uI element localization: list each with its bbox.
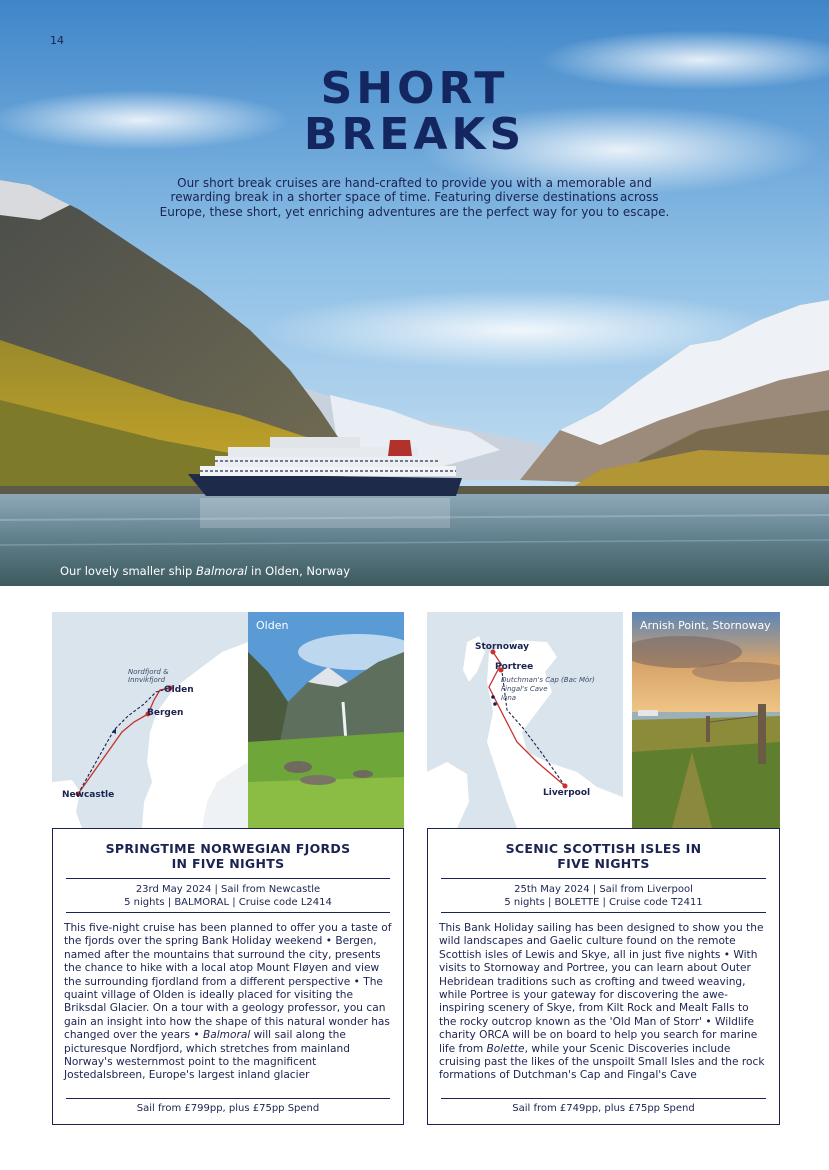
divider [66, 878, 390, 879]
intro-paragraph: Our short break cruises are hand-crafted to provide you with a memorable and rewarding break in a shorter space of time. Featuring diverse destinations across Europe, these short, yet enriching adventures are the perfect way for you to escape. [159, 176, 670, 219]
divider [66, 1098, 390, 1099]
card-title-line2: FIVE NIGHTS [557, 856, 650, 871]
price-info: Sail from £799pp, plus £75pp Spend [136, 1103, 320, 1114]
map-label-innvikfjord: Innvikfjord [128, 676, 166, 684]
card-description [439, 922, 768, 1083]
map-label-portree: Portree [495, 662, 534, 672]
divider [441, 1098, 766, 1099]
caption-ship-name: Balmoral [196, 564, 248, 578]
scotland-route-map [427, 612, 623, 828]
description-text-end: , while your Scenic Discoveries include cruising past the likes of the unspoilt Small Isles and the rock formations of Dutchman's Cap and Fingal's Cave [439, 1042, 765, 1082]
card-title-line1: SPRINGTIME NORWEGIAN FJORDS [105, 841, 351, 856]
card-title-line2: IN FIVE NIGHTS [171, 856, 285, 871]
caption-text: Our lovely smaller ship [60, 564, 197, 578]
description-text: This five-night cruise has been planned to offer you a taste of the fjords over the spring Bank Holiday weekend • Bergen, named after the mountains that surround the city, presents the chance to hike with a local atop Mount Fløyen and view the surrounding fjordland from a different perspective • The quaint village of Olden is ideally placed for visiting the Briksdal Glacier. On a tour with a geology professor, you can gain an insight into how the shape of this natural wonder has changed over the years • [64, 922, 392, 1042]
map-label-olden: Olden [164, 685, 194, 695]
sailing-date-port: 25th May 2024 | Sail from Liverpool [514, 884, 693, 895]
map-label-dutchmans-cap: Dutchman's Cap (Bac Mòr) [501, 676, 595, 684]
divider [66, 912, 390, 913]
divider [441, 912, 766, 913]
nights-ship-code: 5 nights | BALMORAL | Cruise code L2414 [124, 897, 332, 908]
map-label-iona: Iona [501, 694, 517, 702]
olden-photo-graphic [248, 612, 404, 828]
card-title-line1: SCENIC SCOTTISH ISLES IN [505, 841, 702, 856]
caption-location: in Olden, Norway [247, 564, 351, 578]
map-label-newcastle: Newcastle [62, 790, 115, 800]
sailing-date-port: 23rd May 2024 | Sail from Newcastle [135, 884, 321, 895]
stornoway-photo-graphic [632, 612, 780, 828]
photo-label-stornoway: Arnish Point, Stornoway [640, 619, 771, 632]
scotland-cruise-card [427, 828, 780, 1125]
card-description [64, 922, 392, 1083]
page-title-line1: SHORT [320, 63, 509, 114]
page-number: 14 [50, 34, 64, 47]
description-text: This Bank Holiday sailing has been designed to show you the wild landscapes and Gaelic culture found on the remote Scottish isles of Lewis and Skye, all in just five nights • With visits to Stornoway and Portree, you can learn about Outer Hebridean traditions such as crofting and tweed weaving, while Portree is your gateway for discovering the awe-inspiring scenery of Skye, from Kilt Rock and Mealt Falls to the rocky outcrop known as the 'Old Man of Storr' • Wildlife charity ORCA will be on board to help you search for marine life from [439, 922, 764, 1055]
description-ship-name: Bolette [486, 1042, 525, 1055]
map-label-bergen: Bergen [147, 708, 184, 718]
divider [441, 878, 766, 879]
norway-route-map [52, 612, 248, 828]
description-text-end: will sail along the picturesque Nordfjord, which stretches from mainland Norway's westernmost point to the magnificent Jostedalsbreen, Europe's largest inland glacier [64, 1029, 350, 1082]
map-label-liverpool: Liverpool [543, 788, 591, 798]
description-ship-name: Balmoral [202, 1029, 251, 1042]
hero-caption [60, 564, 350, 578]
page-title-line2: BREAKS [303, 109, 526, 160]
norway-cruise-card [52, 828, 404, 1125]
map-label-fingals-cave: Fingal's Cave [501, 685, 548, 693]
price-info: Sail from £749pp, plus £75pp Spend [512, 1103, 695, 1114]
nights-ship-code: 5 nights | BOLETTE | Cruise code T2411 [504, 897, 703, 908]
stornoway-photo [632, 612, 780, 828]
photo-label-olden: Olden [256, 619, 289, 632]
olden-photo [248, 612, 404, 828]
map-label-stornoway: Stornoway [475, 642, 529, 652]
map-label-nordfjord: Nordfjord & [128, 668, 169, 676]
